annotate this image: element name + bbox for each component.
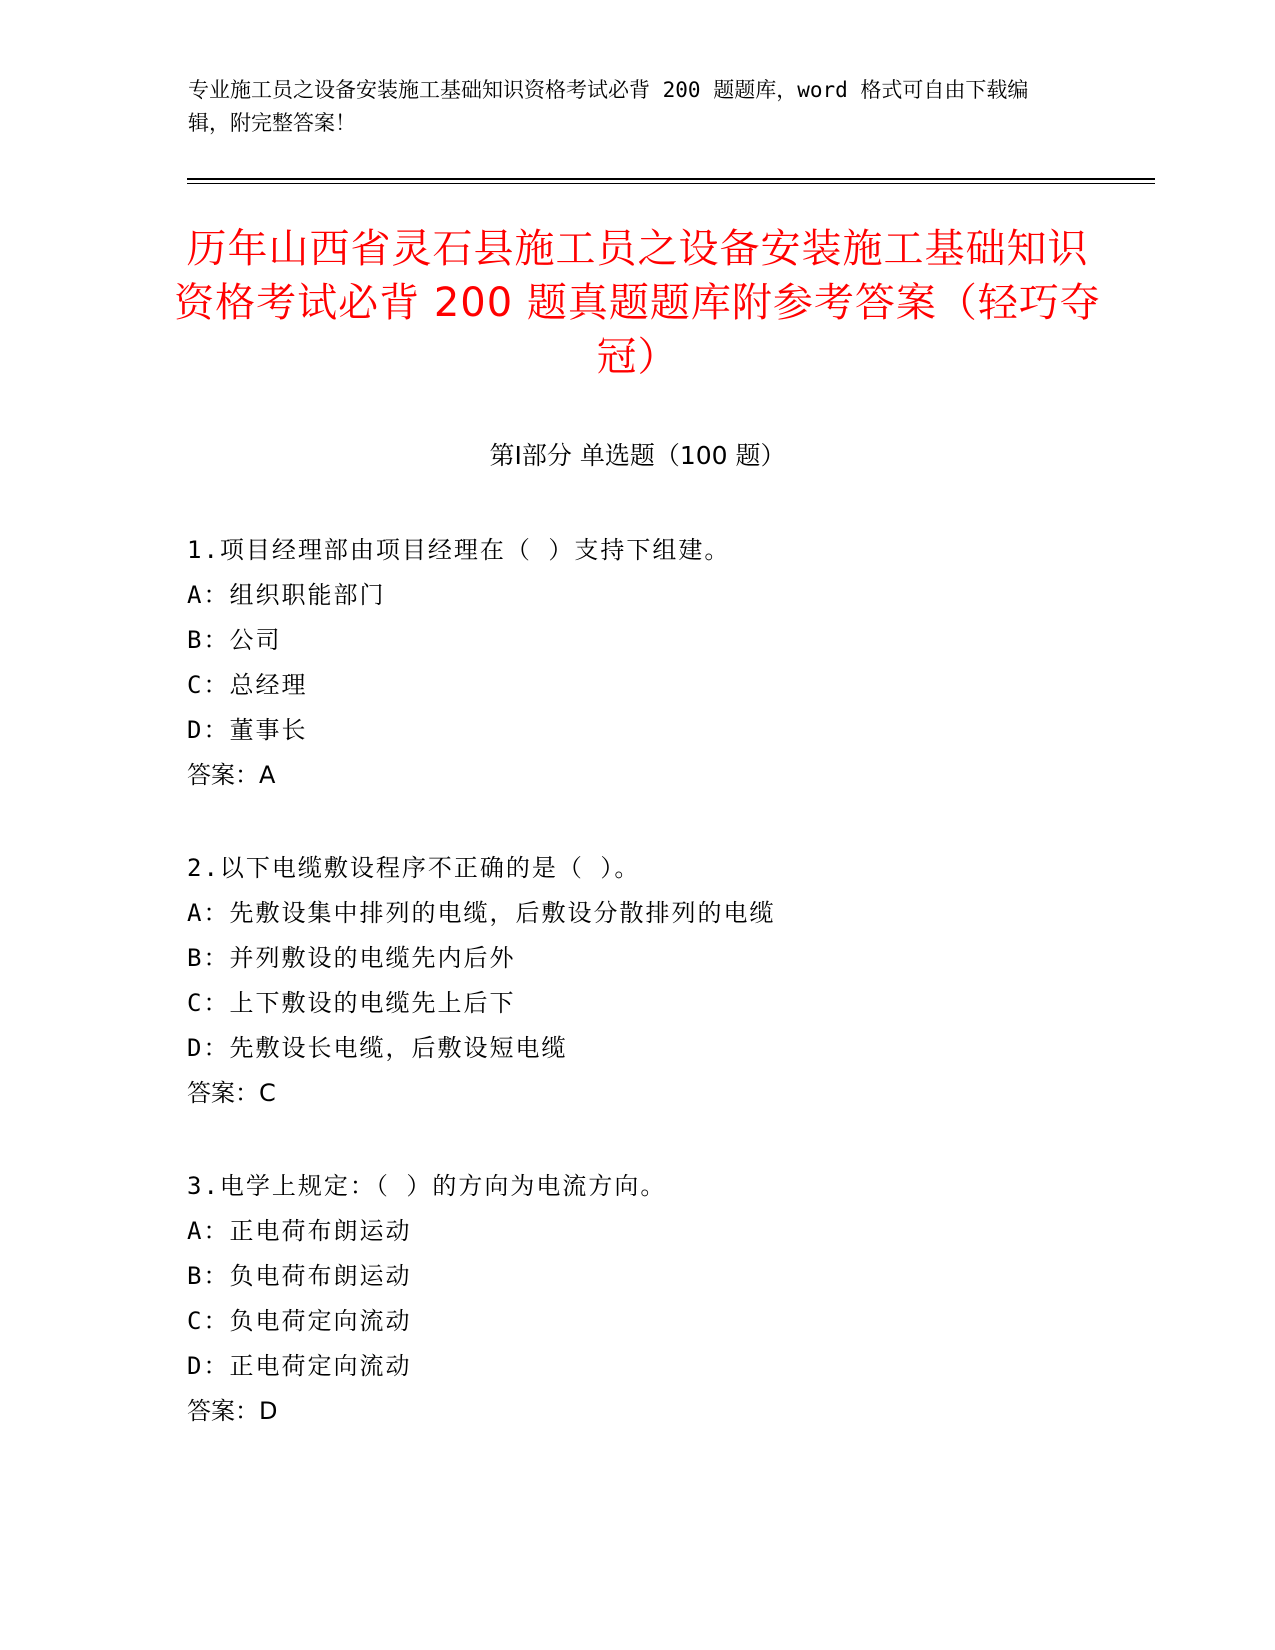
- option-c: C：上下敷设的电缆先上后下: [187, 989, 516, 1017]
- answer-line: 答案：C: [187, 1079, 276, 1107]
- section-heading: 第Ⅰ部分 单选题（100 题）: [489, 441, 786, 470]
- option-a: A：组织职能部门: [187, 581, 386, 609]
- option-b: B：公司: [187, 626, 282, 654]
- option-a: A：先敷设集中排列的电缆，后敷设分散排列的电缆: [187, 899, 776, 927]
- answer-line: 答案：D: [187, 1397, 278, 1425]
- option-c: C：负电荷定向流动: [187, 1307, 412, 1335]
- header-rule-thin: [187, 183, 1155, 184]
- option-b: B：并列敷设的电缆先内后外: [187, 944, 516, 972]
- option-c: C：总经理: [187, 671, 308, 699]
- answer-line: 答案：A: [187, 761, 276, 789]
- option-d: D：正电荷定向流动: [187, 1352, 412, 1380]
- option-b: B：负电荷布朗运动: [187, 1262, 412, 1290]
- question-stem: 1.项目经理部由项目经理在（ ）支持下组建。: [187, 536, 731, 564]
- question-stem: 3.电学上规定：（ ）的方向为电流方向。: [187, 1172, 667, 1200]
- header-rule-thick: [187, 178, 1155, 180]
- option-a: A：正电荷布朗运动: [187, 1217, 412, 1245]
- question-block: [187, 1164, 1087, 1434]
- header-note: 专业施工员之设备安装施工基础知识资格考试必背 200 题题库，word 格式可自由下载编辑，附完整答案！: [188, 78, 1029, 135]
- question-block: [187, 846, 1087, 1116]
- option-d: D：董事长: [187, 716, 308, 744]
- document-title: 历年山西省灵石县施工员之设备安装施工基础知识资格考试必背 200 题真题题库附参考答案（轻巧夺冠）: [174, 226, 1101, 380]
- question-block: [187, 528, 1087, 798]
- question-stem: 2.以下电缆敷设程序不正确的是（ ）。: [187, 854, 641, 882]
- option-d: D：先敷设长电缆，后敷设短电缆: [187, 1034, 568, 1062]
